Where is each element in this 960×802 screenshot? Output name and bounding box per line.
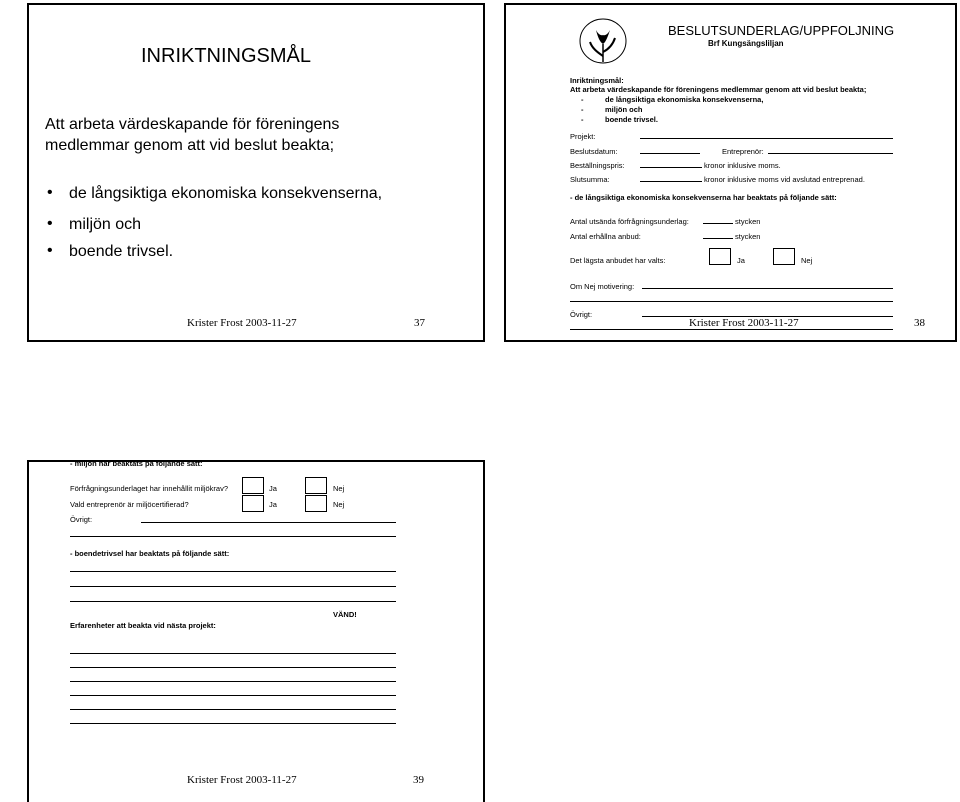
slide-39	[27, 460, 485, 802]
antal-erhallna-label: Antal erhållna anbud:	[570, 232, 641, 241]
slide-37: INRIKTNINGSMÅL Att arbeta värdeskapande för föreningens medlemmar genom att vid beslut beakta; • de långsiktiga ekonomiska konsekvenserna, • miljön och • boende trivsel. Krister Frost 2003-11-27 37	[27, 3, 485, 342]
stycken-label: stycken	[735, 232, 761, 241]
slide-title: INRIKTNINGSMÅL	[141, 45, 312, 67]
page-number: 39	[413, 774, 424, 786]
tulip-logo-icon	[578, 16, 628, 66]
vand-text: VÄND!	[333, 610, 357, 619]
slutsumma-label: Slutsumma:	[570, 175, 610, 184]
bullet-dot-icon: •	[47, 242, 53, 259]
erfarenheter-field-1[interactable]	[70, 653, 396, 654]
lagsta-anbud-label: Det lägsta anbudet har valts:	[570, 256, 666, 265]
q1-ja-label: Ja	[269, 484, 277, 493]
goal-item-dash: -	[581, 105, 584, 114]
q2-label: Vald entreprenör är miljöcertifierad?	[70, 500, 189, 509]
slutsumma-field[interactable]	[640, 181, 702, 182]
goal-item: miljön och	[605, 105, 643, 114]
slide-intro: Att arbeta värdeskapande för föreningens medlemmar genom att vid beslut beakta;	[45, 116, 340, 154]
om-nej-field[interactable]	[642, 288, 893, 289]
erfarenheter-heading: Erfarenheter att beakta vid nästa projekt:	[70, 621, 216, 630]
boende-field-1[interactable]	[70, 571, 396, 572]
bullet-dot-icon: •	[47, 184, 53, 201]
beslutsdatum-field[interactable]	[640, 153, 700, 154]
ovrigt-label: Övrigt:	[70, 515, 93, 524]
erfarenheter-field-5[interactable]	[70, 709, 396, 710]
slide-38	[504, 3, 957, 342]
footer-author: Krister Frost 2003-11-27	[689, 317, 799, 329]
bullet-dot-icon: •	[47, 215, 53, 232]
footer-author: Krister Frost 2003-11-27	[187, 317, 297, 329]
q2-ja-checkbox[interactable]	[242, 495, 264, 512]
q1-ja-checkbox[interactable]	[242, 477, 264, 494]
goal-item-dash: -	[581, 115, 584, 124]
nej-label: Nej	[801, 256, 813, 265]
erfarenheter-field-2[interactable]	[70, 667, 396, 668]
erfarenheter-field-4[interactable]	[70, 695, 396, 696]
projekt-label: Projekt:	[570, 132, 596, 141]
q2-nej-checkbox[interactable]	[305, 495, 327, 512]
om-nej-label: Om Nej motivering:	[570, 282, 635, 291]
ovrigt-field-2[interactable]	[70, 536, 396, 537]
ovrigt-field-2[interactable]	[570, 329, 893, 330]
projekt-field[interactable]	[640, 138, 893, 139]
stycken-label: stycken	[735, 217, 761, 226]
boende-field-2[interactable]	[70, 586, 396, 587]
antal-erhallna-field[interactable]	[703, 238, 733, 239]
erfarenheter-field-6[interactable]	[70, 723, 396, 724]
q1-nej-checkbox[interactable]	[305, 477, 327, 494]
q1-nej-label: Nej	[333, 484, 345, 493]
om-nej-field-2[interactable]	[570, 301, 893, 302]
erfarenheter-field-3[interactable]	[70, 681, 396, 682]
goal-item: boende trivsel.	[605, 115, 658, 124]
goal-item-dash: -	[581, 95, 584, 104]
ekonomi-heading: - de långsiktiga ekonomiska konsekvenserna har beaktats på följande sätt:	[570, 193, 837, 202]
ovrigt-label: Övrigt:	[570, 310, 593, 319]
entreprenor-label: Entreprenör:	[722, 147, 764, 156]
nej-checkbox[interactable]	[773, 248, 795, 265]
footer-author: Krister Frost 2003-11-27	[187, 774, 297, 786]
kronor-moms-avslutad-text: kronor inklusive moms vid avslutad entreprenad.	[704, 175, 865, 184]
q2-nej-label: Nej	[333, 500, 345, 509]
q2-ja-label: Ja	[269, 500, 277, 509]
boende-field-3[interactable]	[70, 601, 396, 602]
ja-label: Ja	[737, 256, 745, 265]
form-subtitle: Brf Kungsängsliljan	[708, 39, 784, 48]
bestallningspris-label: Beställningspris:	[570, 161, 625, 170]
antal-utsanda-label: Antal utsända förfrågningsunderlag:	[570, 217, 689, 226]
goal-text: Att arbeta värdeskapande för föreningens medlemmar genom att vid beslut beakta;	[570, 85, 867, 94]
goal-label: Inriktningsmål:	[570, 76, 624, 85]
miljo-heading: - miljön har beaktats på följande sätt:	[70, 459, 203, 468]
bestallningspris-field[interactable]	[640, 167, 702, 168]
page-number: 38	[914, 317, 925, 329]
beslutsdatum-label: Beslutsdatum:	[570, 147, 618, 156]
q1-label: Förfrågningsunderlaget har innehållit miljökrav?	[70, 484, 229, 493]
boende-heading: - boendetrivsel har beaktats på följande sätt:	[70, 549, 230, 558]
page-number: 37	[414, 317, 425, 329]
entreprenor-field[interactable]	[768, 153, 893, 154]
kronor-moms-text: kronor inklusive moms.	[704, 161, 781, 170]
form-title: BESLUTSUNDERLAG/UPPFOLJNING	[668, 23, 895, 38]
ja-checkbox[interactable]	[709, 248, 731, 265]
goal-item: de långsiktiga ekonomiska konsekvenserna,	[605, 95, 764, 104]
antal-utsanda-field[interactable]	[703, 223, 733, 224]
ovrigt-field[interactable]	[141, 522, 396, 523]
